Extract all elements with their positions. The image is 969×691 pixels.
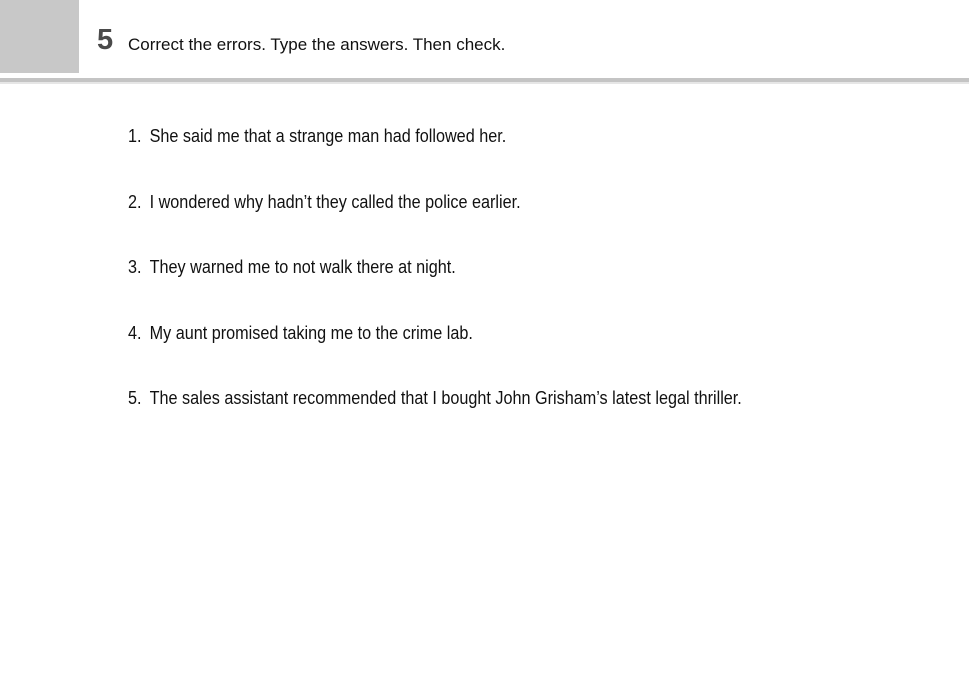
header-gray-block (0, 0, 79, 73)
sentence-list (128, 124, 810, 452)
sentence-number: 4. (128, 322, 142, 343)
sentence-number: 1. (128, 126, 142, 146)
sentence-number: 5. (128, 388, 142, 408)
sentence-text: She said me that a strange man had followed her. (149, 126, 507, 146)
sentence-item (128, 255, 742, 321)
header-divider-shadow (0, 82, 969, 84)
sentence-item (128, 124, 742, 190)
sentence-item (128, 190, 742, 256)
sentence-text: My aunt promised taking me to the crime lab. (149, 322, 473, 343)
sentence-number: 3. (128, 257, 142, 277)
sentence-number: 2. (128, 191, 142, 212)
exercise-instruction: Correct the errors. Type the answers. Then check. (128, 35, 506, 54)
sentence-text: They warned me to not walk there at night. (149, 257, 456, 277)
exercise-number: 5 (97, 24, 114, 56)
sentence-item (128, 321, 742, 387)
sentence-text: The sales assistant recommended that I bought John Grisham’s latest legal thriller. (149, 388, 742, 408)
exercise-header (0, 0, 969, 80)
sentence-item (128, 386, 742, 452)
sentence-text: I wondered why hadn’t they called the police earlier. (149, 191, 521, 212)
